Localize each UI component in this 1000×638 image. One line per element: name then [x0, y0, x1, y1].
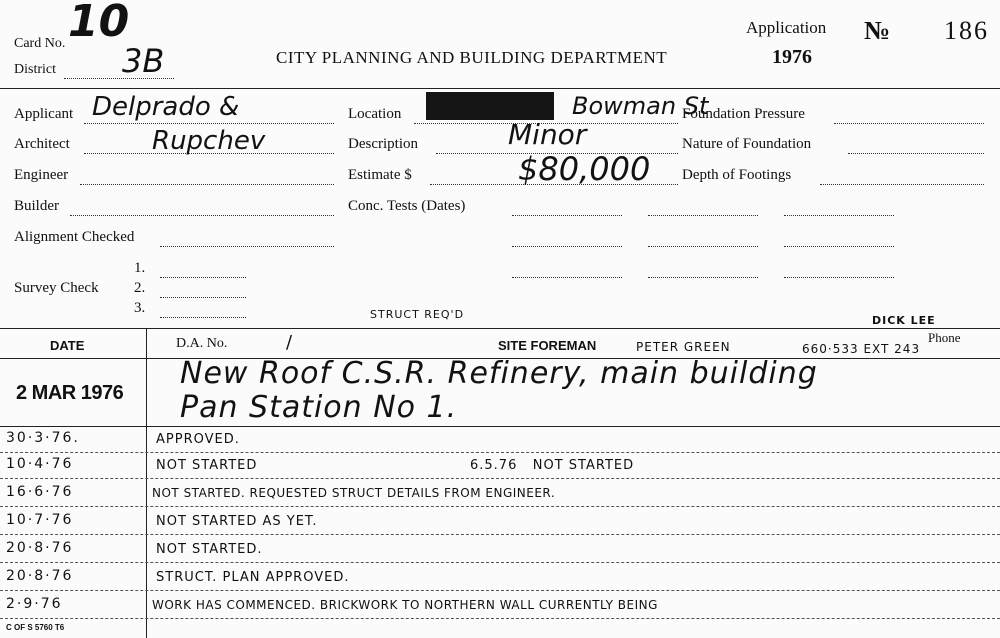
architect-value: Rupchev: [152, 126, 266, 156]
entry-text: WORK HAS COMMENCED. BRICKWORK TO NORTHERN WALL CURRENTLY BEING: [152, 598, 658, 612]
phone-value: 660·533 EXT 243: [802, 342, 921, 356]
first-entry-line-1: New Roof C.S.R. Refinery, main building: [180, 356, 818, 391]
location-value: Bowman St: [572, 92, 709, 120]
depth-footings-label: Depth of Footings: [682, 167, 792, 183]
card-no-value: 10: [68, 0, 130, 47]
stamp-date: 2 MAR 1976: [16, 382, 124, 404]
entry-extra: 6.5.76 NOT STARTED: [470, 458, 635, 473]
district-label: District: [14, 62, 56, 77]
col-da-header: D.A. No.: [176, 336, 228, 351]
card-no-label: Card No.: [14, 36, 66, 51]
site-foreman-label: SITE FOREMAN: [498, 338, 597, 353]
redaction-block: [426, 92, 554, 120]
entry-text: APPROVED.: [156, 432, 240, 447]
number-sign: №: [864, 16, 891, 45]
entry-text: NOT STARTED AS YET.: [156, 514, 318, 529]
entry-date: 20·8·76: [6, 540, 74, 556]
alignment-label: Alignment Checked: [14, 229, 135, 245]
da-mark: /: [286, 332, 293, 353]
conc-tests-label: Conc. Tests (Dates): [348, 198, 466, 214]
entry-date: 10·4·76: [6, 456, 74, 472]
form-code: C OF S 5760 T6: [6, 623, 65, 632]
year: 1976: [772, 46, 812, 68]
entry-date: 16·6·76: [6, 484, 74, 500]
entry-text: NOT STARTED: [156, 458, 258, 473]
description-label: Description: [348, 136, 418, 152]
application-number: 186: [944, 16, 989, 45]
description-value: Minor: [508, 118, 587, 151]
survey-item-3: 3.: [134, 300, 146, 316]
application-label: Application: [746, 18, 827, 37]
survey-item-2: 2.: [134, 280, 146, 296]
architect-label: Architect: [14, 136, 70, 152]
first-entry-line-2: Pan Station No 1.: [180, 390, 458, 425]
location-label: Location: [348, 106, 402, 122]
survey-check-label: Survey Check: [14, 280, 99, 296]
engineer-label: Engineer: [14, 167, 69, 183]
struct-note: STRUCT REQ'D: [370, 308, 465, 321]
entry-date: 30·3·76.: [6, 430, 80, 446]
entry-text: NOT STARTED. REQUESTED STRUCT DETAILS FROM ENGINEER.: [152, 486, 556, 500]
site-foreman-value: PETER GREEN: [636, 340, 731, 354]
estimate-label: Estimate $: [348, 167, 412, 183]
entry-date: 10·7·76: [6, 512, 74, 528]
entry-text: NOT STARTED.: [156, 542, 263, 557]
district-value: 3B: [122, 42, 165, 80]
builder-label: Builder: [14, 198, 59, 214]
dick-lee-note: DICK LEE: [872, 314, 936, 327]
phone-label: Phone: [928, 330, 961, 345]
department-title: CITY PLANNING AND BUILDING DEPARTMENT: [276, 48, 668, 67]
nature-foundation-label: Nature of Foundation: [682, 136, 812, 152]
applicant-label: Applicant: [14, 106, 74, 122]
applicant-value: Delprado &: [92, 92, 240, 122]
entry-date: 20·8·76: [6, 568, 74, 584]
entry-text: STRUCT. PLAN APPROVED.: [156, 570, 350, 585]
foundation-pressure-label: Foundation Pressure: [682, 106, 805, 122]
survey-item-1: 1.: [134, 260, 146, 276]
estimate-value: $80,000: [518, 150, 651, 188]
col-date-header: DATE: [50, 338, 85, 353]
entry-date: 2·9·76: [6, 596, 63, 612]
